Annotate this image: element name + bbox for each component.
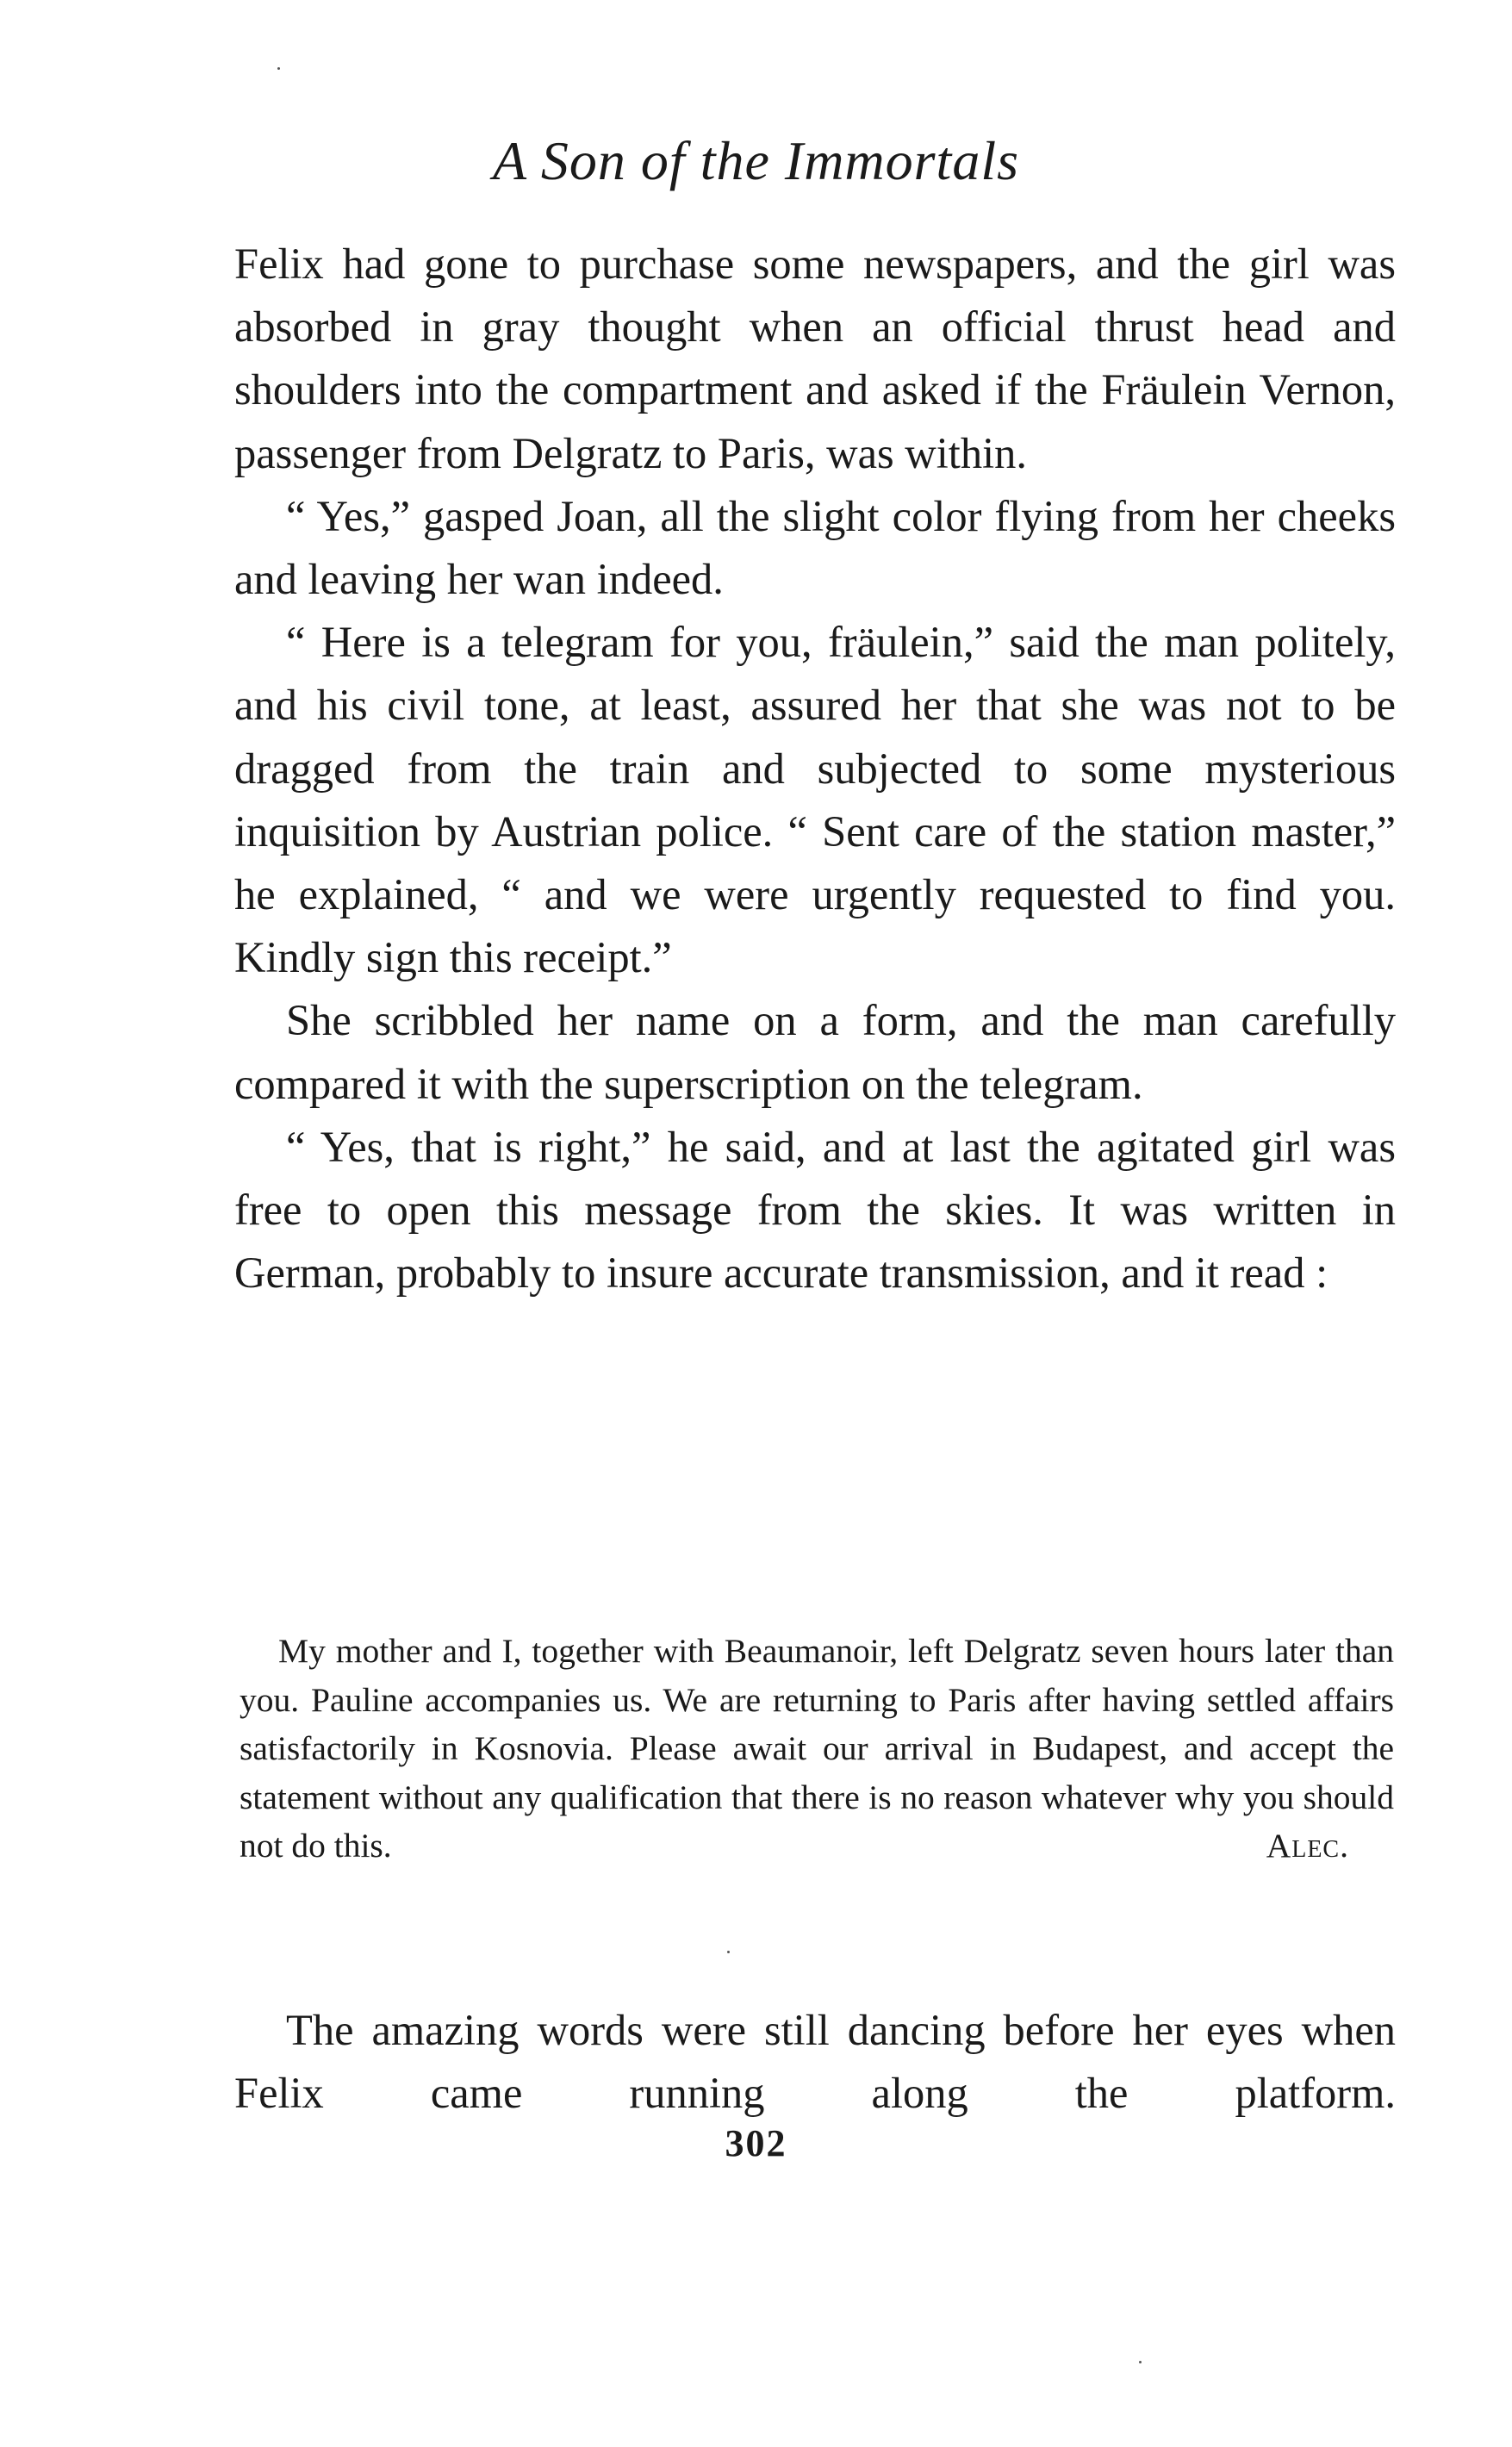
scan-speck xyxy=(1139,2361,1142,2363)
running-head: A Son of the Immortals xyxy=(492,130,1020,191)
scan-speck xyxy=(727,1951,730,1953)
telegram-text: My mother and I, together with Beaumanoir, left Delgratz seven hours later than you. Pauline accompanies us. We are returning to Paris after having settled affairs satisfactorily in Kosnovia. Please await our arrival in Budapest, and accept the statement without any qualification that there is no reason whatever why you should not do this. xyxy=(240,1632,1394,1865)
paragraph-4: She scribbled her name on a form, and the man carefully compared it with the superscription on the telegram. xyxy=(234,996,1396,1108)
body-text xyxy=(234,233,1396,1304)
scan-speck xyxy=(277,67,280,70)
paragraph-3: “ Here is a telegram for you, fräulein,” said the man politely, and his civil tone, at least, assured her that she was not to be dragged from the train and subjected to some mysterious inquisition by Austrian police. “ Sent care of the station master,” he explained, “ and we were urgently requested to find you. Kindly sign this receipt.” xyxy=(234,618,1396,982)
paragraph-2: “ Yes,” gasped Joan, all the slight color flying from her cheeks and leaving her wan indeed. xyxy=(234,491,1396,604)
paragraph-5: “ Yes, that is right,” he said, and at last the agitated girl was free to open this message from the skies. It was written in German, probably to insure accurate transmission, and it read : xyxy=(234,1122,1396,1298)
telegram-signature: Alec. xyxy=(1266,1827,1349,1865)
paragraph-1: Felix had gone to purchase some newspapers, and the girl was absorbed in gray thought when an official thrust head and shoulders into the compartment and asked if the Fräulein Vernon, passenger from Delgratz to Paris, was within. xyxy=(234,240,1396,477)
page-number: 302 xyxy=(725,2122,787,2164)
closing-paragraph: The amazing words were still dancing before her eyes when Felix came running along the platform. xyxy=(234,2006,1396,2118)
telegram-block xyxy=(240,1627,1394,1871)
closing-text xyxy=(234,1999,1396,2125)
